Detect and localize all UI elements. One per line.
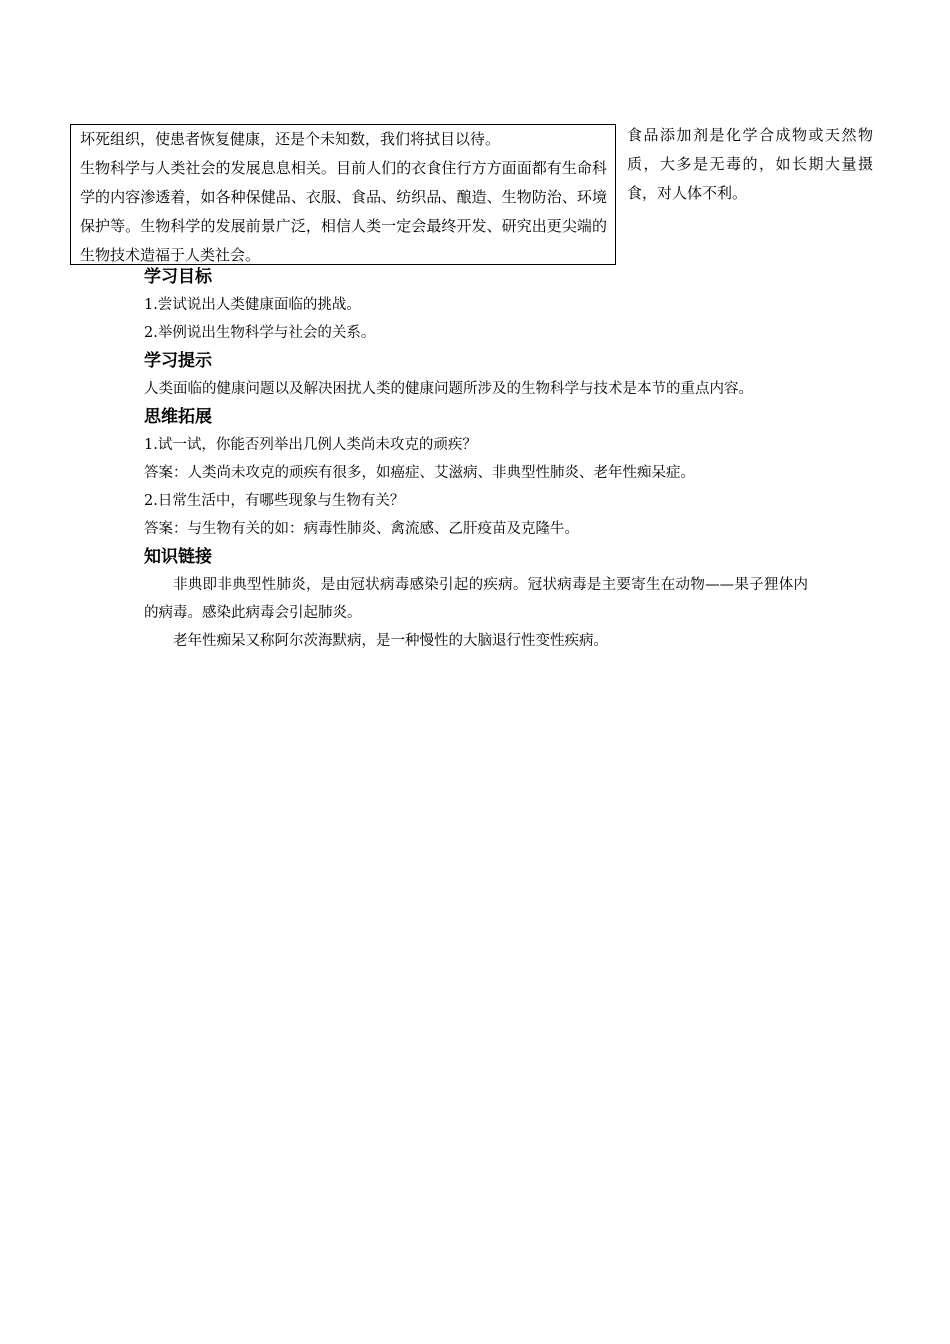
thinking-question-2: 2.日常生活中，有哪些现象与生物有关？ — [144, 493, 405, 509]
main-content — [144, 263, 808, 655]
section-title-thinking: 思维拓展 — [144, 407, 212, 427]
side-note-text: 食品添加剂是化学合成物或天然物质，大多是无毒的，如长期大量摄食，对人体不利。 — [627, 126, 873, 202]
links-paragraph-1: 非典即非典型性肺炎，是由冠状病毒感染引起的疾病。冠状病毒是主要寄生在动物——果子狸体内的病毒。感染此病毒会引起肺炎。 — [144, 577, 808, 621]
section-title-goals: 学习目标 — [144, 267, 212, 287]
hints-text: 人类面临的健康问题以及解决困扰人类的健康问题所涉及的生物科学与技术是本节的重点内容。 — [144, 381, 753, 397]
text-box — [70, 124, 616, 265]
box-line-1: 坏死组织，使患者恢复健康，还是个未知数，我们将拭目以待。 — [80, 130, 501, 148]
thinking-question-1: 1.试一试，你能否列举出几例人类尚未攻克的顽疾？ — [144, 437, 477, 453]
links-paragraph-2: 老年性痴呆又称阿尔茨海默病，是一种慢性的大脑退行性变性疾病。 — [173, 633, 608, 649]
thinking-answer-1: 答案：人类尚未攻克的顽疾有很多，如癌症、艾滋病、非典型性肺炎、老年性痴呆症。 — [144, 465, 695, 481]
thinking-answer-2: 答案：与生物有关的如：病毒性肺炎、禽流感、乙肝疫苗及克隆牛。 — [144, 521, 579, 537]
side-note — [627, 121, 873, 208]
section-title-links: 知识链接 — [144, 547, 212, 567]
goal-item-1: 1.尝试说出人类健康面临的挑战。 — [144, 297, 361, 313]
section-title-hints: 学习提示 — [144, 351, 212, 371]
goal-item-2: 2.举例说出生物科学与社会的关系。 — [144, 325, 376, 341]
box-paragraph-2: 生物科学与人类社会的发展息息相关。目前人们的衣食住行方方面面都有生命科学的内容渗透着，如各种保健品、衣服、食品、纺织品、酿造、生物防治、环境保护等。生物科学的发展前景广泛，相信人类一定会最终开发、研究出更尖端的生物技术造福于人类社会。 — [80, 159, 607, 264]
